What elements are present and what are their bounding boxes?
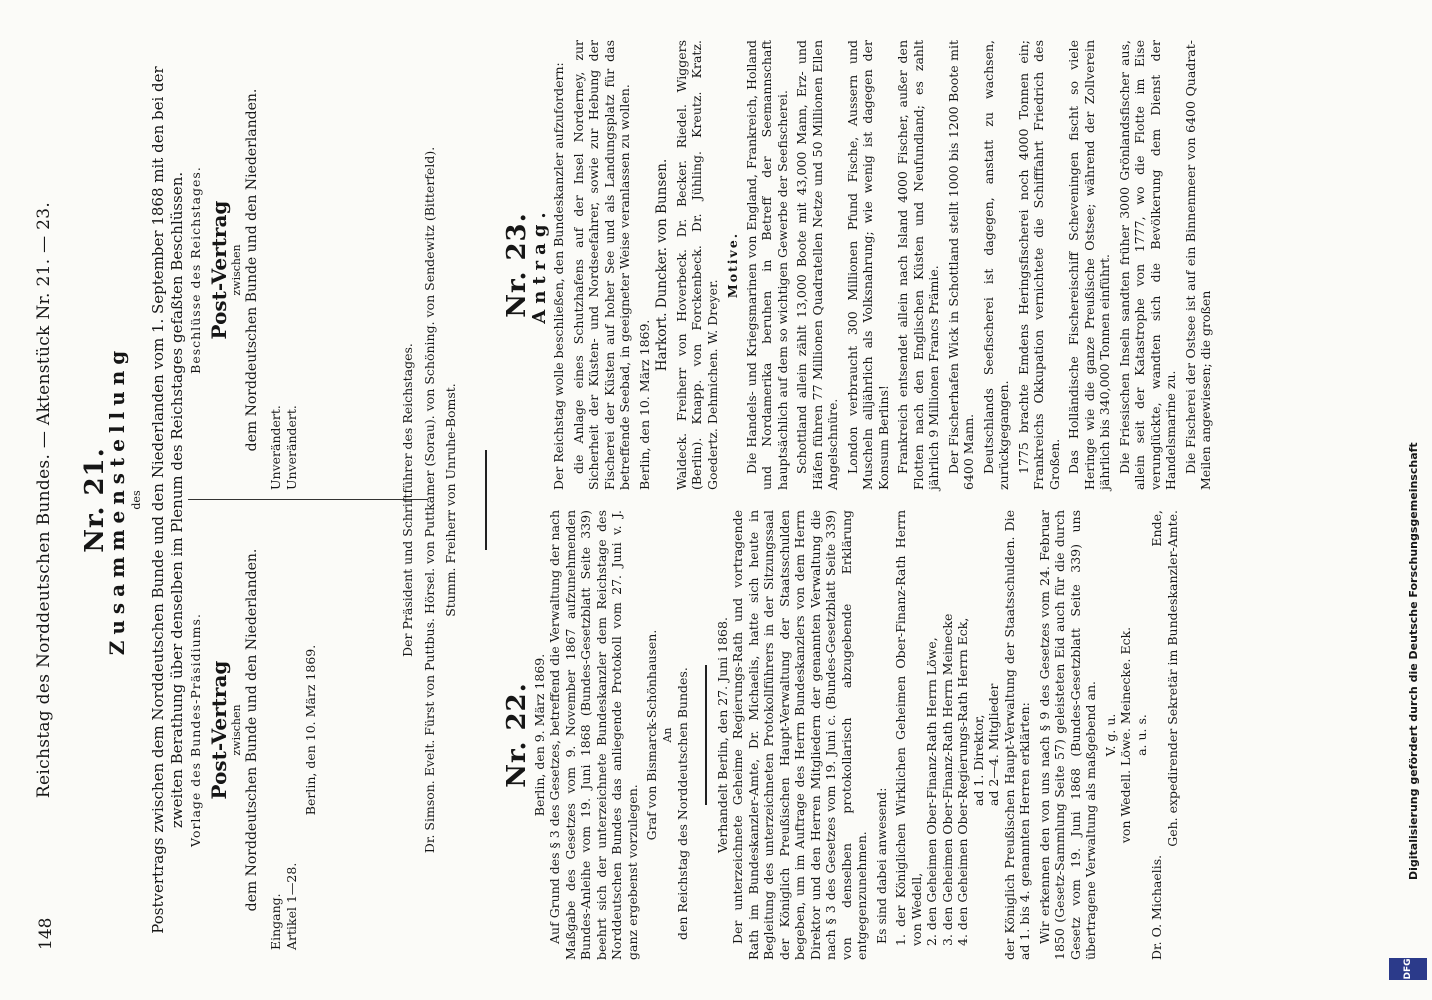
nr22-ende2: Geh. expedirender Sekretär im Bundeskanzler-Amte. <box>1164 510 1180 847</box>
nr22-item: 1. der Königlichen Wirklichen Geheimen Ober-Finanz-Rath Herrn von Wedell, <box>893 510 924 946</box>
nr22-an2: den Reichstag des Norddeutschen Bundes. <box>675 667 690 940</box>
nr22-p4: Es sind dabei anwesend: <box>873 787 889 944</box>
nr21-subtitle: Postvertrags zwischen dem Norddeutschen Bunde und den Niederlanden vom 1. September 1868 mit den bei der zweiten Berathung über denselben im Plenum des Reichstages gefaßten Beschlüssen. <box>148 66 186 934</box>
nr23-m4: Frankreich entsendet allein nach Island 4000 Fischer, außer den Flotten nach den Englischen Küsten und Neufundland; es zahlt jährlich 9 Millionen Francs Prämie. <box>895 40 941 490</box>
section-nr21 <box>78 45 191 955</box>
nr23-title: Antrag. <box>528 206 550 324</box>
nr21-president: Der Präsident und Schriftführer des Reichstages. <box>400 343 415 657</box>
nr22-sign: Graf von Bismarck-Schönhausen. <box>644 629 659 841</box>
nr23-m3: London verbraucht 300 Millionen Pfund Fische, Aussern und Muscheln alljährlich als Volksnahrung; wie wenig ist dagegen der Konsum Berlins! <box>844 40 891 490</box>
nr21-left-parties: dem Norddeutschen Bunde und den Niederlanden. <box>243 548 260 912</box>
nr23-date: Berlin, den 10. März 1869. <box>636 319 652 490</box>
nr21-right-column <box>188 50 299 490</box>
nr22-vgu: V. g. u. <box>1102 713 1118 757</box>
section-rule <box>485 450 487 550</box>
nr22-ad1: ad 1. Direktor, <box>970 714 986 806</box>
nr22-items <box>893 510 1002 946</box>
nr23-m10: Die Fischerei der Ostsee ist auf ein Binnenmeer von 6400 Quadrat-Meilen angewiesen; die großen <box>1182 40 1213 490</box>
nr23-m9: Die Friesischen Inseln sandten früher 3000 Grönlandsfischer aus, allein seit der Katastrophe von 1777, wo die Flotte im Eise verunglückte, wandten sich die Bevölkerung dem Dienst der Handelsmarine zu. <box>1116 40 1178 490</box>
nr22-dateline: Berlin, den 9. März 1869. <box>531 653 547 817</box>
nr22-agu: a. u. s. <box>1133 714 1149 756</box>
nr22-an: An <box>660 727 674 743</box>
nr22-ad2: ad 2—4. Mitglieder <box>986 683 1001 806</box>
nr22-names: von Wedell. Löwe. Meinecke. Eck. <box>1118 626 1133 844</box>
nr21-sig2: Stumm. Freiherr von Unruhe-Bomst. <box>443 383 458 617</box>
nr23-m5: Der Fischerhafen Wick in Schottland stellt 1000 bis 1200 Boote mit 6400 Mann. <box>945 40 976 490</box>
nr23-m6: Deutschlands Seefischerei ist dagegen, anstatt zu wachsen, zurückgegangen. <box>980 40 1011 490</box>
nr21-artikel: Artikel 1—28. <box>283 862 299 950</box>
nr23-m1: Die Handels- und Kriegsmarinen von England, Frankreich, Holland und Nordamerika beruhen in Betreff der Seemannschaft hauptsächlich auf dem so wichtigen Gewerbe der Seefischerei. <box>743 40 790 490</box>
nr21-left-head: Vorlage des Bundes-Präsidiums. <box>188 613 203 847</box>
nr22-item: 4. den Geheimen Ober-Regierungs-Rath Herrn Eck, <box>955 617 970 946</box>
nr21-eingang: Eingang. <box>268 893 283 950</box>
nr21-unveraendert-1: Unverändert. <box>268 405 283 490</box>
nr23-m8: Das Holländische Fischereischiff Scheveningen fischt so viele Heringe wie die ganze Preußische Ostsee; während der Zollverein jährlich bis 340,000 Tonnen einführt. <box>1066 40 1112 490</box>
running-head <box>26 40 66 960</box>
nr22-p1: Auf Grund des § 3 des Gesetzes, betreffend die Verwaltung der nach Maßgabe des Gesetzes vom 9. November 1867 aufzunehmenden Bundes-Anleihe vom 19. Juni 1868 (Bundes-Gesetzblatt Seite 339) beehrt sich der unterzeichnete Bundeskanzler dem Reichstage des Norddeutschen Bundes das anliegende Protokoll vom 27. Juni v. J. ganz ergebenst vorzulegen. <box>547 510 640 960</box>
nr21-sig1: Dr. Simson. Evelt. Fürst von Puttbus. Hörsel. von Puttkamer (Sorau). von Schöning. von Sendewitz (Bitterfeld). <box>421 146 437 854</box>
nr21-title: Zusammenstellung <box>104 344 129 656</box>
nr21-left-between: zwischen <box>230 704 243 756</box>
nr22-item: 3. den Geheimen Ober-Finanz-Rath Herrn Meinecke <box>939 613 955 946</box>
section-nr22 <box>500 510 1180 960</box>
nr21-right-head: Beschlüsse des Reichstages. <box>188 166 203 374</box>
nr21-date: Berlin, den 10. März 1869. <box>303 644 318 816</box>
nr21-right-between: zwischen <box>230 244 243 296</box>
running-title: Reichstag des Norddeutschen Bundes. — Aktenstück Nr. 21. — 23. <box>34 201 54 799</box>
nr22-item: 2. den Geheimen Ober-Finanz-Rath Herrn Löwe, <box>924 637 939 946</box>
nr21-left-title: Post-Vertrag <box>206 660 231 800</box>
nr22-number: Nr. 22. <box>502 682 532 788</box>
nr23-m7: 1775 brachte Emdens Heringsfischerei noch 4000 Tonnen ein; Frankreichs Okkupation vernichtete die Schifffahrt Friedrich des Großen. <box>1015 40 1062 490</box>
nr22-rule <box>705 665 707 805</box>
page-number: 148 <box>36 917 56 950</box>
nr21-unveraendert-2: Unverändert. <box>283 405 299 490</box>
nr23-p1: Der Reichstag wolle beschließen, den Bundeskanzler aufzufordern: <box>551 62 566 490</box>
nr22-ende: Ende, <box>1149 510 1164 547</box>
nr23-m2: Schottland allein zählt 13,000 Boote mit 43,000 Mann, Erz- und Häfen führen 77 Millionen Quadratellen Netze und 50 Millionen Ellen Angelschnüre. <box>794 40 840 490</box>
nr21-right-parties: dem Norddeutschen Bunde und den Niederlanden. <box>243 88 260 452</box>
nr21-right-title: Post-Vertrag <box>206 200 231 340</box>
nr22-p6: Wir erkennen den von uns nach § 9 des Gesetzes vom 24. Februar 1850 (Gesetz-Sammlung Seite 57) geleisteten Eid auch für die durch Gesetz vom 19. Juni 1868 (Bundes-Gesetzblatt Seite 339) uns übertragene Verwaltung als maßgebend an. <box>1036 510 1098 960</box>
dfg-logo: DFG <box>1389 958 1427 980</box>
nr21-number: Nr. 21. <box>80 447 110 553</box>
nr22-p5: der Königlich Preußischen Haupt-Verwaltung der Staatsschulden. Die ad 1. bis 4. genannten Herren erklärten: <box>1001 510 1032 960</box>
column-divider <box>188 499 428 500</box>
nr22-michaelis: Dr. O. Michaelis. <box>1149 854 1164 960</box>
dfg-credit <box>1385 0 1431 1000</box>
nr23-motive-title: Motive. <box>725 231 740 299</box>
dfg-text: Digitalisierung gefördert durch die Deutsche Forschungsgemeinschaft <box>1407 442 1420 880</box>
nr23-list: Waldeck. Freiherr von Hoverbeck. Dr. Becker. Riedel. Wiggers (Berlin). Knapp. von Forckenbeck. Dr. Jühling. Kreutz. Kratz. Goedertz. Dehmichen. W. Dreyer. <box>673 40 720 490</box>
nr23-signers: Harkort. Duncker. von Bunsen. <box>654 158 670 372</box>
nr23-p2: die Anlage eines Schutzhafens auf der Insel Norderney, zur Sicherheit der Küsten- und Nordseefahrer, sowie zur Hebung der Fischerei der Küsten auf hoher See und als Landungsplatz für das betreffende Seebad, in geeigneter Weise veranlassen zu wollen. <box>570 40 632 490</box>
nr22-closing <box>1149 510 1165 960</box>
section-nr23 <box>500 40 1218 490</box>
nr22-p2: Verhandelt Berlin, den 27. Juni 1868. <box>714 617 730 853</box>
nr23-number: Nr. 23. <box>502 212 532 318</box>
nr21-des: des <box>130 490 143 510</box>
nr22-p3: Der unterzeichnete Geheime Regierungs-Rath und vortragende Rath im Bundeskanzler-Amte, Dr. Michaelis, hatte sich heute in Begleitung des unterzeichneten Protokollführers in der Sitzungssaal der Königlich Preußischen Haupt-Verwaltung der Staatsschulden begeben, um im Auftrage des Herrn Bundeskanzlers von dem Herrn Direktor und den Herren Mitgliedern der genannten Verwaltung die nach § 3 des Gesetzes vom 19. Juni c. (Bundes-Gesetzblatt Seite 339) von denselben protokollarisch abzugebende Erklärung entgegenzunehmen. <box>730 510 869 960</box>
nr21-signatures <box>400 50 459 950</box>
nr21-left-column <box>188 510 319 950</box>
